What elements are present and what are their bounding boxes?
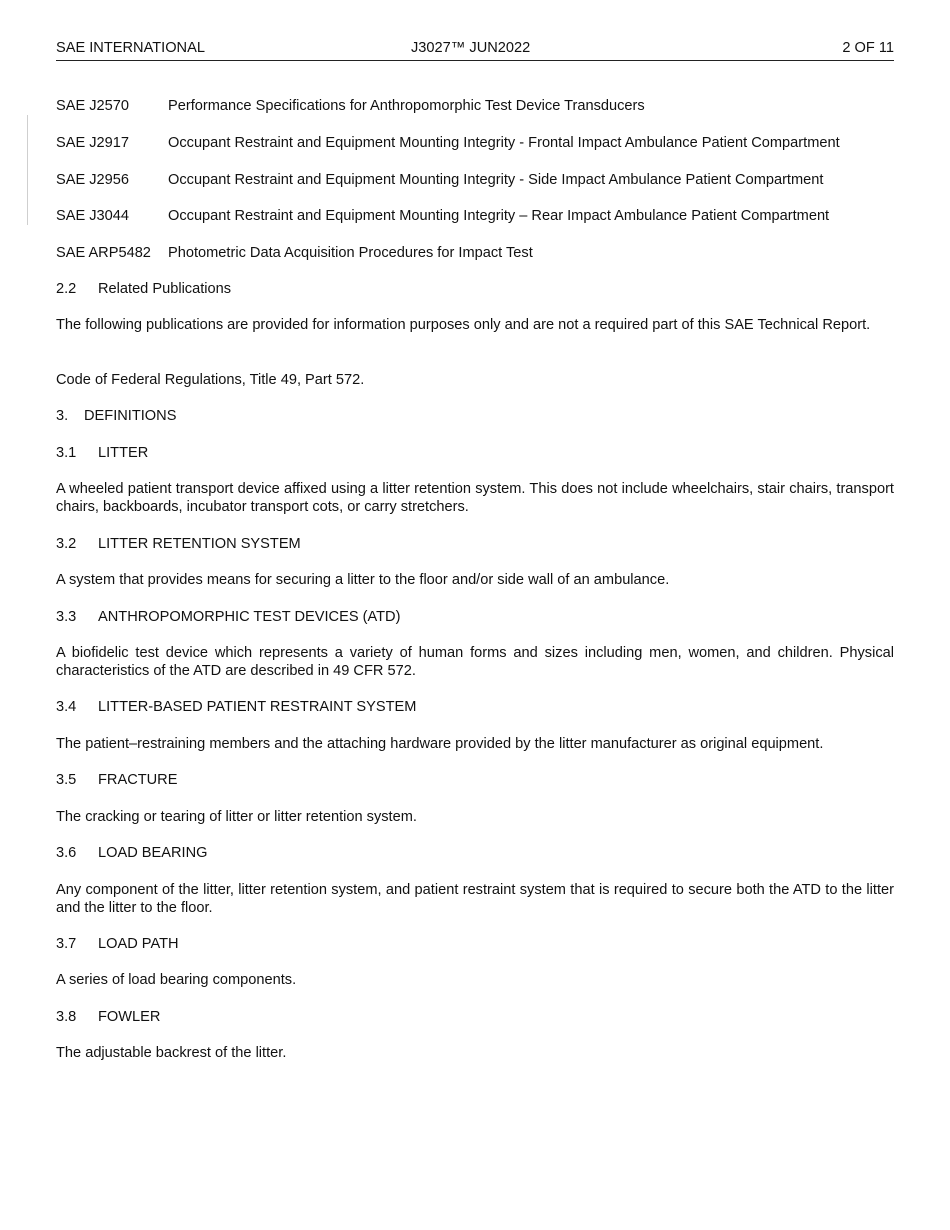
definition-term: LITTER RETENTION SYSTEM bbox=[98, 536, 301, 552]
definition-term: LITTER bbox=[98, 445, 149, 461]
section-heading-related-publications bbox=[56, 280, 894, 298]
definition-heading bbox=[56, 444, 894, 462]
definition-heading bbox=[56, 1008, 894, 1026]
definition-number: 3.5 bbox=[56, 772, 77, 788]
definition-heading bbox=[56, 698, 894, 716]
page-header bbox=[56, 38, 894, 61]
reference-title: Photometric Data Acquisition Procedures for Impact Test bbox=[168, 245, 533, 261]
header-document-id: J3027™ JUN2022 bbox=[411, 40, 531, 56]
change-bar bbox=[27, 115, 28, 225]
related-intro-paragraph: The following publications are provided for information purposes only and are not a required part of this SAE Technical Report. bbox=[56, 317, 871, 333]
reference-title: Occupant Restraint and Equipment Mounting Integrity - Frontal Impact Ambulance Patient Compartment bbox=[168, 135, 840, 151]
reference-title: Occupant Restraint and Equipment Mounting Integrity – Rear Impact Ambulance Patient Compartment bbox=[168, 208, 830, 224]
header-organization: SAE INTERNATIONAL bbox=[56, 40, 205, 56]
reference-row bbox=[56, 171, 894, 189]
definition-number: 3.6 bbox=[56, 845, 77, 861]
definition-number: 3.8 bbox=[56, 1009, 77, 1025]
definition-text: A biofidelic test device which represents a variety of human forms and sizes including men, women, and children. Physical characteristics of the ATD are described in 49 CFR 572. bbox=[56, 645, 894, 679]
definition-text: Any component of the litter, litter retention system, and patient restraint system that is required to secure both the ATD to the litter and the litter to the floor. bbox=[56, 882, 894, 916]
reference-code: SAE J2956 bbox=[56, 172, 130, 188]
header-page-number: 2 OF 11 bbox=[842, 40, 894, 56]
section-title: DEFINITIONS bbox=[84, 408, 177, 424]
definition-number: 3.4 bbox=[56, 699, 77, 715]
reference-row bbox=[56, 134, 894, 152]
definition-text: A system that provides means for securing a litter to the floor and/or side wall of an ambulance. bbox=[56, 572, 670, 588]
definition-heading bbox=[56, 535, 894, 553]
reference-code: SAE J2917 bbox=[56, 135, 130, 151]
definition-term: LOAD BEARING bbox=[98, 845, 208, 861]
definition-text: The patient–restraining members and the attaching hardware provided by the litter manufacturer as original equipment. bbox=[56, 736, 824, 752]
definition-text: The adjustable backrest of the litter. bbox=[56, 1045, 287, 1061]
definition-term: FRACTURE bbox=[98, 772, 178, 788]
definition-heading bbox=[56, 608, 894, 626]
reference-row bbox=[56, 97, 894, 115]
definition-number: 3.2 bbox=[56, 536, 77, 552]
definition-heading bbox=[56, 935, 894, 953]
section-number: 3. bbox=[56, 408, 69, 424]
section-heading-definitions bbox=[56, 407, 894, 425]
definition-text: A series of load bearing components. bbox=[56, 972, 297, 988]
definition-heading bbox=[56, 844, 894, 862]
definition-term: FOWLER bbox=[98, 1009, 161, 1025]
definition-term: ANTHROPOMORPHIC TEST DEVICES (ATD) bbox=[98, 609, 401, 625]
reference-code: SAE J2570 bbox=[56, 98, 130, 114]
definition-number: 3.3 bbox=[56, 609, 77, 625]
definition-text: A wheeled patient transport device affixed using a litter retention system. This does not include wheelchairs, stair chairs, transport chairs, backboards, incubator transport cots, or carry stretchers. bbox=[56, 481, 894, 515]
reference-title: Performance Specifications for Anthropomorphic Test Device Transducers bbox=[168, 98, 645, 114]
reference-row bbox=[56, 207, 894, 225]
definition-number: 3.1 bbox=[56, 445, 77, 461]
section-number: 2.2 bbox=[56, 281, 77, 297]
definition-term: LITTER-BASED PATIENT RESTRAINT SYSTEM bbox=[98, 699, 417, 715]
definition-number: 3.7 bbox=[56, 936, 77, 952]
reference-code: SAE ARP5482 bbox=[56, 245, 151, 261]
related-publication-item: Code of Federal Regulations, Title 49, Part 572. bbox=[56, 372, 365, 388]
reference-row bbox=[56, 244, 894, 262]
definition-term: LOAD PATH bbox=[98, 936, 179, 952]
reference-title: Occupant Restraint and Equipment Mounting Integrity - Side Impact Ambulance Patient Compartment bbox=[168, 172, 824, 188]
reference-code: SAE J3044 bbox=[56, 208, 130, 224]
section-title: Related Publications bbox=[98, 281, 232, 297]
definition-text: The cracking or tearing of litter or litter retention system. bbox=[56, 809, 417, 825]
definition-heading bbox=[56, 771, 894, 789]
